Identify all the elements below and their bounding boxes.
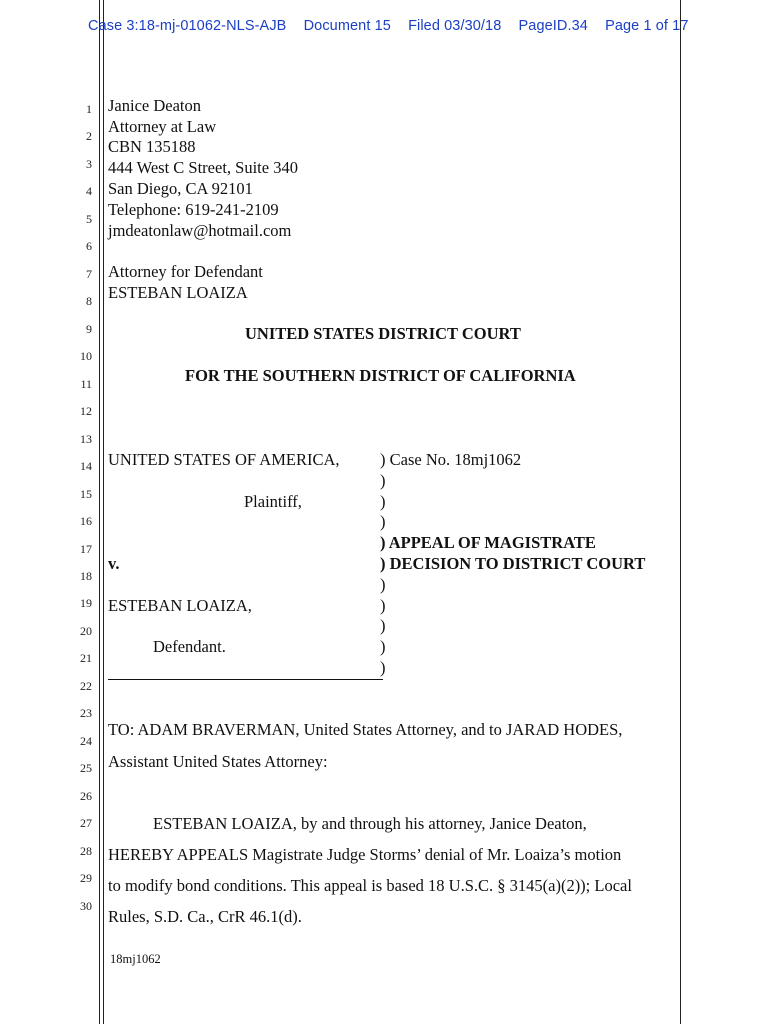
line-number: 9 xyxy=(86,322,92,336)
addressee-line2: Assistant United States Attorney: xyxy=(108,752,328,771)
header-case: Case 3:18-mj-01062-NLS-AJB xyxy=(88,18,287,34)
defendant-name: ESTEBAN LOAIZA, xyxy=(108,596,252,615)
line-number: 8 xyxy=(86,294,92,308)
paragraph-line: to modify bond conditions. This appeal is based 18 U.S.C. § 3145(a)(2)); Local xyxy=(108,876,632,895)
footer-case-ref: 18mj1062 xyxy=(110,952,161,966)
attorney-title: Attorney at Law xyxy=(108,117,217,136)
defendant-label: Defendant. xyxy=(153,637,226,656)
line-number: 5 xyxy=(86,212,92,226)
plaintiff-name: UNITED STATES OF AMERICA, xyxy=(108,450,340,469)
caption-paren: ) xyxy=(380,658,386,677)
line-number: 20 xyxy=(80,624,92,638)
document-title-line1: ) APPEAL OF MAGISTRATE xyxy=(380,533,596,552)
header-document: Document 15 xyxy=(303,18,391,34)
attorney-phone: Telephone: 619-241-2109 xyxy=(108,200,279,219)
court-title: UNITED STATES DISTRICT COURT xyxy=(245,324,521,343)
line-number: 29 xyxy=(80,871,92,885)
line-number: 4 xyxy=(86,184,92,198)
paragraph-line: HEREBY APPEALS Magistrate Judge Storms’ denial of Mr. Loaiza’s motion xyxy=(108,845,622,864)
caption-paren: ) xyxy=(380,637,386,656)
left-margin-rule-1 xyxy=(99,0,100,1024)
line-number: 22 xyxy=(80,679,92,693)
ecf-header xyxy=(88,18,702,34)
attorney-city: San Diego, CA 92101 xyxy=(108,179,253,198)
caption-paren: ) xyxy=(380,512,386,531)
line-number: 2 xyxy=(86,129,92,143)
line-number: 17 xyxy=(80,542,92,556)
header-pageid: PageID.34 xyxy=(518,18,588,34)
line-number: 21 xyxy=(80,651,92,665)
caption-underline xyxy=(108,679,383,680)
document-title-line2: ) DECISION TO DISTRICT COURT xyxy=(380,554,646,573)
header-filed: Filed 03/30/18 xyxy=(408,18,502,34)
line-number: 27 xyxy=(80,816,92,830)
line-number: 24 xyxy=(80,734,92,748)
line-number: 26 xyxy=(80,789,92,803)
attorney-email: jmdeatonlaw@hotmail.com xyxy=(108,221,292,240)
line-number: 18 xyxy=(80,569,92,583)
court-district: FOR THE SOUTHERN DISTRICT OF CALIFORNIA xyxy=(185,366,576,385)
case-number: ) Case No. 18mj1062 xyxy=(380,450,522,469)
attorney-cbn: CBN 135188 xyxy=(108,137,196,156)
line-number: 13 xyxy=(80,432,92,446)
line-number: 3 xyxy=(86,157,92,171)
line-number: 6 xyxy=(86,239,92,253)
caption-paren: ) xyxy=(380,616,386,635)
attorney-client: ESTEBAN LOAIZA xyxy=(108,283,248,302)
line-number: 10 xyxy=(80,349,92,363)
caption-paren: ) xyxy=(380,596,386,615)
addressee-line1: TO: ADAM BRAVERMAN, United States Attorney, and to JARAD HODES, xyxy=(108,720,623,739)
line-number: 12 xyxy=(80,404,92,418)
line-number: 25 xyxy=(80,761,92,775)
attorney-role: Attorney for Defendant xyxy=(108,262,263,281)
line-number: 7 xyxy=(86,267,92,281)
versus: v. xyxy=(108,554,120,573)
plaintiff-label: Plaintiff, xyxy=(244,492,302,511)
header-page: Page 1 of 17 xyxy=(605,18,689,34)
line-number: 30 xyxy=(80,899,92,913)
line-number: 1 xyxy=(86,102,92,116)
line-number: 28 xyxy=(80,844,92,858)
paragraph-line: Rules, S.D. Ca., CrR 46.1(d). xyxy=(108,907,302,926)
line-number: 16 xyxy=(80,514,92,528)
line-number: 15 xyxy=(80,487,92,501)
caption-paren: ) xyxy=(380,492,386,511)
right-margin-rule xyxy=(680,0,681,1024)
line-number: 11 xyxy=(80,377,92,391)
attorney-name: Janice Deaton xyxy=(108,96,201,115)
attorney-street: 444 West C Street, Suite 340 xyxy=(108,158,298,177)
left-margin-rule-2 xyxy=(103,0,104,1024)
line-number: 14 xyxy=(80,459,92,473)
caption-paren: ) xyxy=(380,575,386,594)
line-number: 23 xyxy=(80,706,92,720)
paragraph-line: ESTEBAN LOAIZA, by and through his attorney, Janice Deaton, xyxy=(153,814,587,833)
caption-paren: ) xyxy=(380,471,386,490)
line-number: 19 xyxy=(80,596,92,610)
